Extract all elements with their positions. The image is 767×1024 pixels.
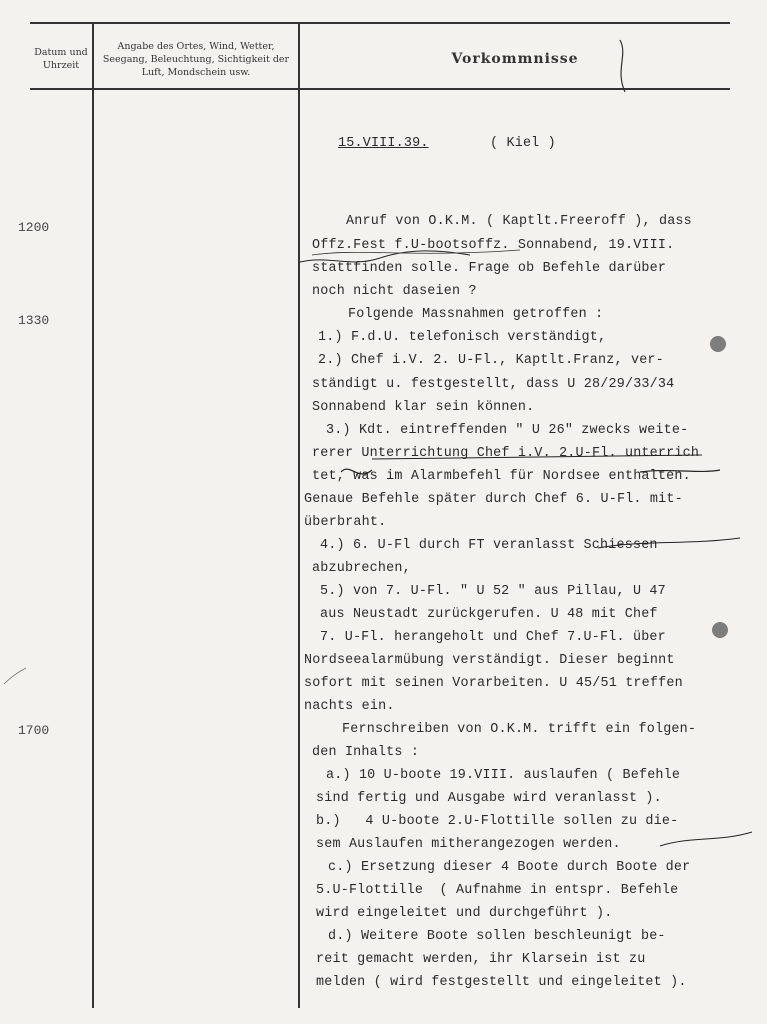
entry-line: melden ( wird festgestellt und eingeleitet ). — [316, 975, 687, 990]
punch-hole — [712, 622, 728, 638]
entry-line: stattfinden solle. Frage ob Befehle darüber — [312, 261, 667, 276]
entry-line: 7. U-Fl. herangeholt und Chef 7.U-Fl. über — [320, 630, 666, 645]
entry-line: sind fertig und Ausgabe wird veranlasst ). — [316, 791, 662, 806]
entry-line: d.) Weitere Boote sollen beschleunigt be- — [328, 929, 666, 944]
entry-line: reit gemacht werden, ihr Klarsein ist zu — [316, 952, 646, 967]
entry-line: überbraht. — [304, 515, 387, 530]
entry-date: 15.VIII.39. — [338, 136, 429, 151]
entry-line: wird eingeleitet und durchgeführt ). — [316, 906, 613, 921]
entry-line: a.) 10 U-boote 19.VIII. auslaufen ( Befehle — [326, 768, 681, 783]
entry-line: b.) 4 U-boote 2.U-Flottille sollen zu die- — [316, 814, 679, 829]
entry-line: Offz.Fest f.U-bootsoffz. Sonnabend, 19.VIII. — [312, 238, 675, 253]
column-divider-1 — [92, 22, 94, 1008]
entry-line: ständigt u. festgestellt, dass U 28/29/33/34 — [312, 377, 675, 392]
time-1200: 1200 — [18, 220, 50, 235]
entry-line: abzubrechen, — [312, 561, 411, 576]
entry-line: sem Auslaufen mitherangezogen werden. — [316, 837, 621, 852]
time-1330: 1330 — [18, 313, 50, 328]
entry-line: 5.U-Flottille ( Aufnahme in entspr. Befehle — [316, 883, 679, 898]
entry-line: aus Neustadt zurückgerufen. U 48 mit Chef — [320, 607, 658, 622]
entry-line: 4.) 6. U-Fl durch FT veranlasst Schiessen — [320, 538, 658, 553]
header-bottom-rule — [30, 88, 730, 90]
entry-line: rerer Unterrichtung Chef i.V. 2.U-Fl. unterrich — [312, 446, 700, 461]
top-rule — [30, 22, 730, 24]
entry-line: Genaue Befehle später durch Chef 6. U-Fl. mit- — [304, 492, 683, 507]
header-location-weather: Angabe des Ortes, Wind, Wetter, Seegang, Beleuchtung, Sichtigkeit der Luft, Mondschein usw. — [102, 40, 290, 78]
column-divider-2 — [298, 22, 300, 1008]
entry-line: tet, was im Alarmbefehl für Nordsee enthalten. — [312, 469, 691, 484]
entry-line: Fernschreiben von O.K.M. trifft ein folgen- — [342, 722, 697, 737]
entry-line: Folgende Massnahmen getroffen : — [348, 307, 604, 322]
entry-line: 1.) F.d.U. telefonisch verständigt, — [318, 330, 607, 345]
entry-line: Nordseealarmübung verständigt. Dieser beginnt — [304, 653, 675, 668]
entry-line: sofort mit seinen Vorarbeiten. U 45/51 treffen — [304, 676, 683, 691]
entry-line: noch nicht daseien ? — [312, 284, 477, 299]
header-events: Vorkommnisse — [451, 50, 579, 67]
entry-line: nachts ein. — [304, 699, 395, 714]
punch-hole — [710, 336, 726, 352]
entry-line: 5.) von 7. U-Fl. " U 52 " aus Pillau, U 47 — [320, 584, 666, 599]
entry-line: Sonnabend klar sein können. — [312, 400, 535, 415]
entry-line: Anruf von O.K.M. ( Kaptlt.Freeroff ), dass — [346, 214, 692, 229]
entry-line: 3.) Kdt. eintreffenden " U 26" zwecks weite- — [326, 423, 689, 438]
entry-line: c.) Ersetzung dieser 4 Boote durch Boote der — [328, 860, 691, 875]
entry-line: den Inhalts : — [312, 745, 420, 760]
entry-place: ( Kiel ) — [490, 136, 556, 151]
entry-line: 2.) Chef i.V. 2. U-Fl., Kaptlt.Franz, ver- — [318, 353, 664, 368]
header-date-time: Datum und Uhrzeit — [34, 47, 88, 71]
time-1700: 1700 — [18, 723, 50, 738]
